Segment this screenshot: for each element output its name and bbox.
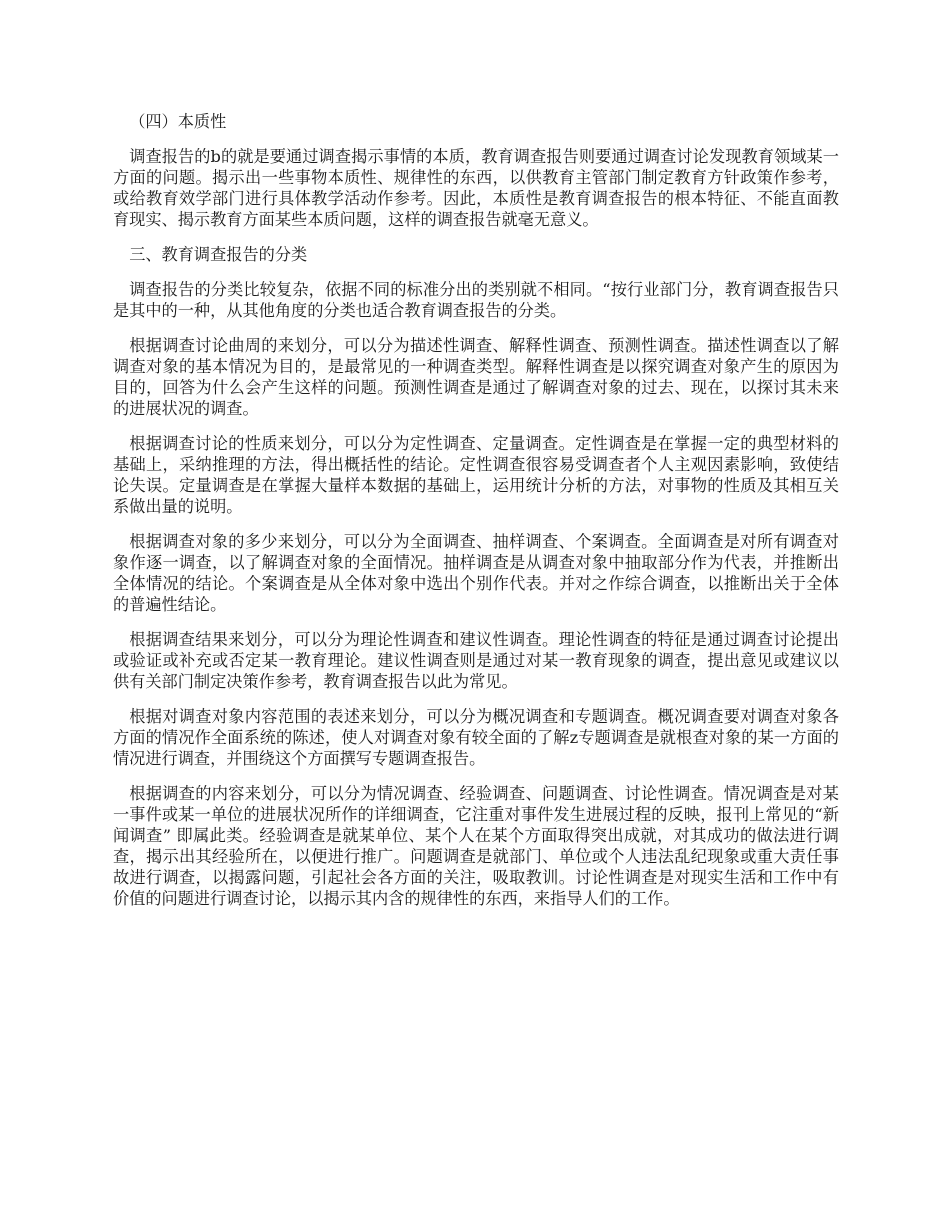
paragraph-nature-classification: 根据调查讨论的性质来划分，可以分为定性调查、定量调查。定性调查是在掌握一定的典型材料的基础上，采纳推理的方法，得出概括性的结论。定性调查很容易受调查者个人主观因素影响，致使结论失误。定量调查是在掌握大量样本数据的基础上，运用统计分析的方法，对事物的性质及其相互关系做出量的说明。 (113, 434, 839, 516)
section-heading-essence: （四）本质性 (129, 112, 227, 131)
paragraph-result-classification: 根据调查结果来划分，可以分为理论性调查和建议性调查。理论性调查的特征是通过调查讨论提出或验证或补充或否定某一教育理论。建议性调查则是通过对某一教育现象的调查，提出意见或建议以供有关部门制定决策作参考，教育调查报告以此为常见。 (113, 630, 839, 691)
paragraph-content-classification: 根据调查的内容来划分，可以分为情况调查、经验调查、问题调查、讨论性调查。情况调查是对某一事件或某一单位的进展状况所作的详细调查，它注重对事件发生进展过程的反映，报刊上常见的“新闻调查” 即属此类。经验调查是就某单位、某个人在某个方面取得突出成就，对其成功的做法进行调查，揭示出其经验所在，以便进行推广。问题调查是就部门、单位或个人违法乱纪现象或重大责任事故进行调查，以揭露问题，引起社会各方面的关注，吸取教训。讨论性调查是对现实生活和工作中有价值的问题进行调查讨论，以揭示其内含的规律性的东西，来指导人们的工作。 (113, 784, 839, 908)
paragraph-purpose-classification: 根据调查讨论曲周的来划分，可以分为描述性调查、解释性调查、预测性调查。描述性调查以了解调查对象的基本情况为目的，是最常见的一种调查类型。解释性调查是以探究调查对象产生的原因为目的，回答为什么会产生这样的问题。预测性调查是通过了解调查对象的过去、现在，以探讨其未来的进展状况的调查。 (113, 336, 839, 418)
paragraph-essence: 调查报告的b的就是要通过调查揭示事情的本质，教育调查报告则要通过调查讨论发现教育领域某一方面的问题。揭示出一些事物本质性、规律性的东西，以供教育主管部门制定教育方针政策作参考，或给教育效学部门进行具体教学活动作参考。因此，本质性是教育调查报告的根本特征、不能直面教育现实、揭示教育方面某些本质问题，这样的调查报告就毫无意义。 (113, 147, 839, 229)
section-heading-classification: 三、教育调查报告的分类 (129, 245, 308, 264)
paragraph-content-range-classification: 根据对调查对象内容范围的表述来划分，可以分为概况调查和专题调查。概况调查要对调查对象各方面的情况作全面系统的陈述，使人对调查对象有较全面的了解z专题调查是就根查对象的某一方面的情况进行调查，并围绕这个方面撰写专题调查报告。 (113, 707, 839, 768)
paragraph-classification-intro: 调查报告的分类比较复杂，依据不同的标准分出的类别就不相同。“按行业部门分，教育调查报告只是其中的一种，从其他角度的分类也适合教育调查报告的分类。 (113, 280, 839, 320)
document-body (113, 111, 839, 923)
paragraph-scope-classification: 根据调查对象的多少来划分，可以分为全面调查、抽样调查、个案调查。全面调查是对所有调查对象作逐一调查，以了解调查对象的全面情况。抽样调查是从调查对象中抽取部分作为代表，并推断出全体情况的结论。个案调查是从全体对象中选出个别作代表。并对之作综合调查，以推断出关于全体的普遍性结论。 (113, 532, 839, 614)
